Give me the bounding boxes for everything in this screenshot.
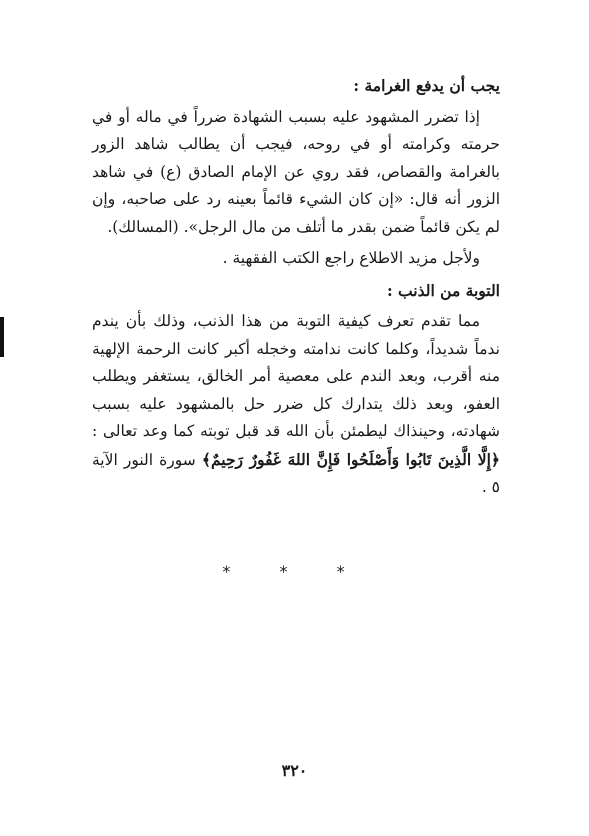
section-separator: * * * [222,562,367,581]
paragraph-repentance [92,308,500,502]
quran-verse: ﴿إِلَّا الَّذِينَ تَابُوا وَأَصْلَحُوا فَإِنَّ اللهَ غَفُورٌ رَحِيمٌ﴾ [201,449,500,469]
paragraph-repentance-text: مما تقدم تعرف كيفية التوبة من هذا الذنب، وذلك بأن يندم ندماً شديداً، وكلما كانت ندامته وخجله أكبر كانت الرحمة الإلهية منه أقرب، وبعد الندم على معصية أمر الخالق، يستغفر ويطلب العفو، وبعد ذلك يتدارك كل ضرر حل بالمشهود عليه بسبب شهادته، وحينذاك ليطمئن بأن الله قد قبل توبته كما وعد تعالى : [92,312,500,440]
paragraph-reference: ولأجل مزيد الاطلاع راجع الكتب الفقهية . [222,249,480,267]
body-text [92,72,500,502]
page-number: ٣٢٠ [281,761,308,780]
section-heading-repentance: التوبة من الذنب : [386,280,500,300]
page-edge-mark [0,317,4,357]
paragraph-repentance-citation: سورة النور الآية ٥ . [92,450,500,496]
section-heading-fine: يجب أن يدفع الغرامة : [353,76,500,95]
paragraph-fine: إذا تضرر المشهود عليه بسبب الشهادة ضرراً في ماله أو في حرمته وكرامته أو في روحه، فيجب أن يطالب شاهد الزور بالغرامة والقصاص، فقد روي عن الإمام الصادق (ع) في شاهد الزور أنه قال: «إن كان الشيء قائماً بعينه رد على صاحبه، وإن لم يكن قائماً ضمن بقدر ما أتلف من مال الرجل». (المسالك). [92,107,500,236]
